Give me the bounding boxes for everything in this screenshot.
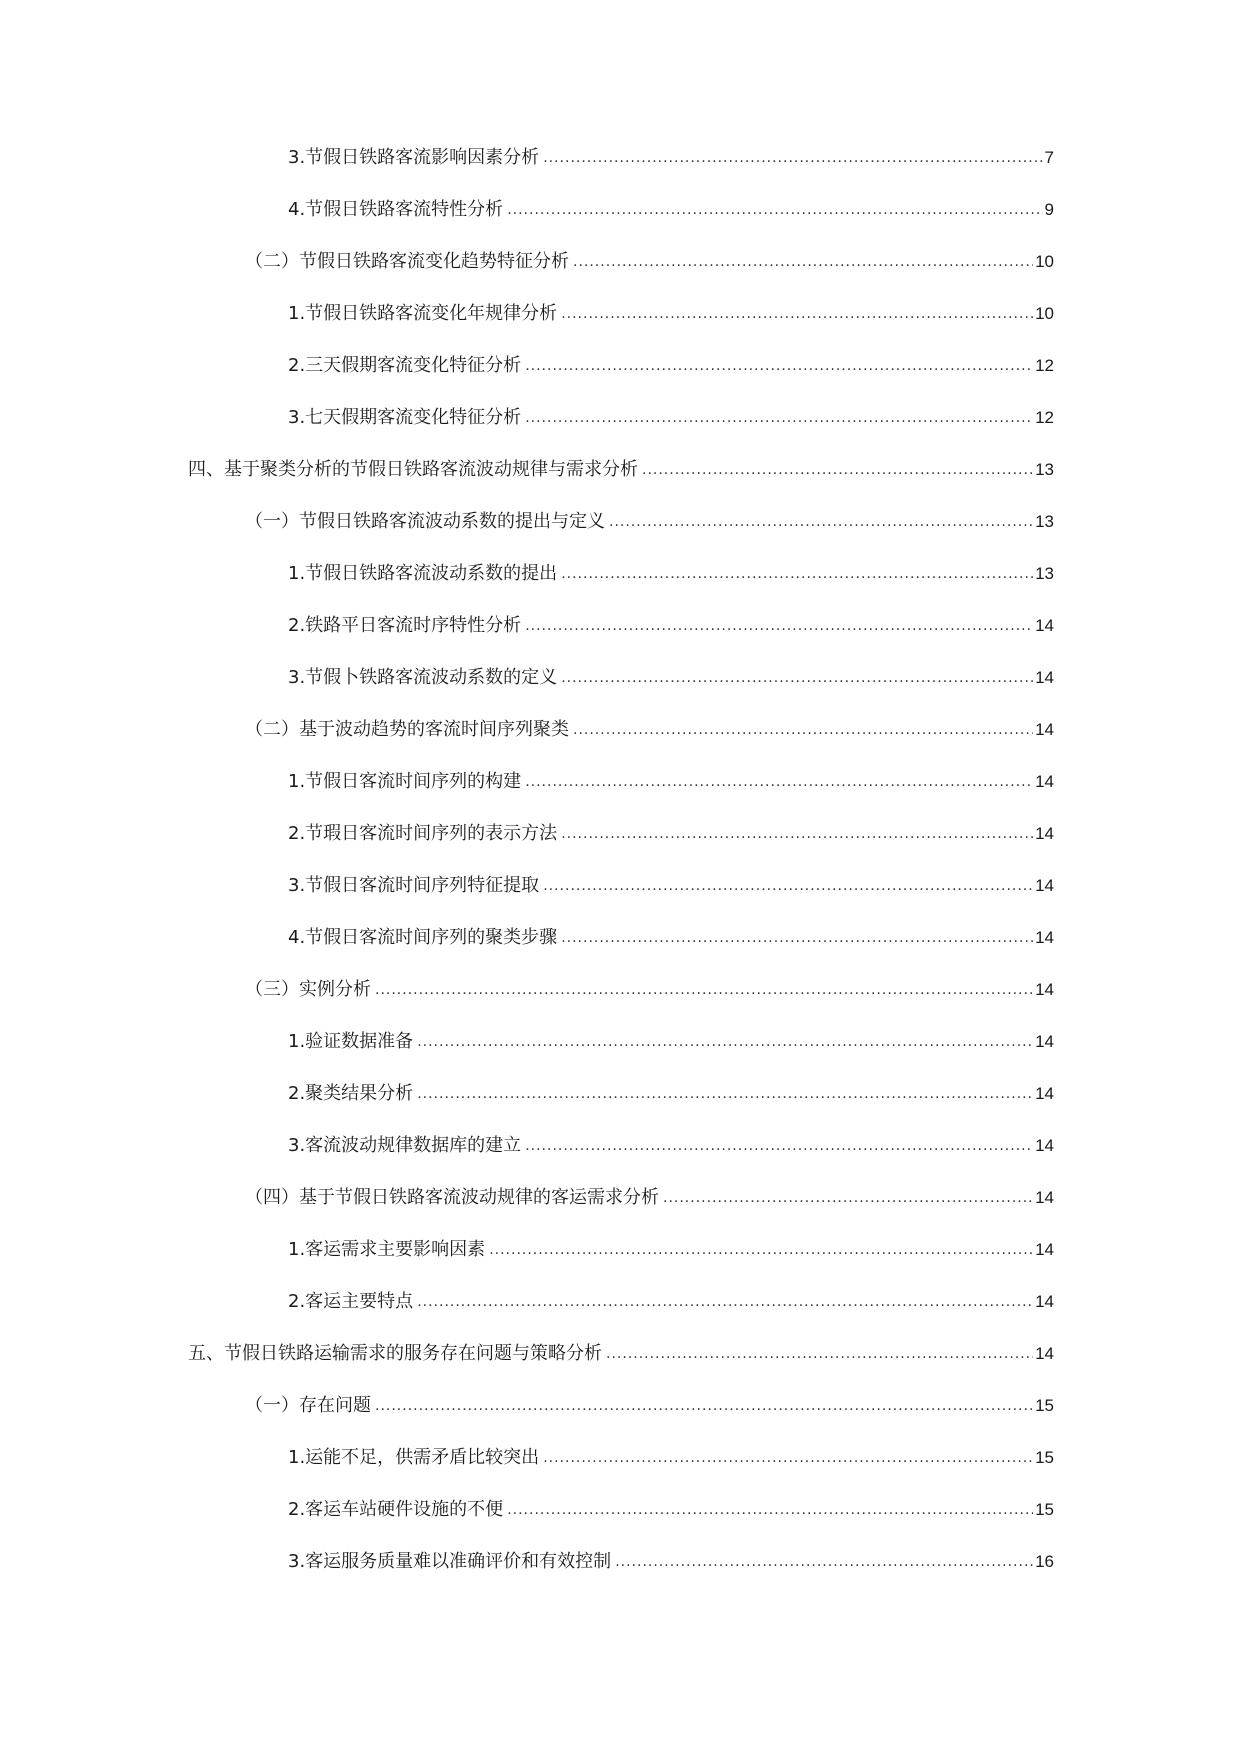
toc-entry[interactable] xyxy=(0,874,1241,926)
toc-dot-leader xyxy=(606,1342,1033,1366)
toc-entry-label: 2.铁路平日客流时序特性分析 xyxy=(288,614,525,638)
toc-entry[interactable] xyxy=(0,718,1241,770)
toc-entry-label: （二）基于波动趋势的客流时间序列聚类 xyxy=(245,718,573,742)
toc-dot-leader xyxy=(507,1498,1033,1522)
toc-entry-page-number: 14 xyxy=(1035,1136,1054,1155)
table-of-contents xyxy=(0,146,1241,1602)
toc-entry-page-number: 14 xyxy=(1035,1240,1054,1259)
toc-entry[interactable] xyxy=(0,510,1241,562)
toc-dot-leader xyxy=(417,1030,1033,1054)
toc-entry[interactable] xyxy=(0,1030,1241,1082)
toc-entry-page-number: 14 xyxy=(1035,928,1054,947)
toc-entry-label: 2.客运主要特点 xyxy=(288,1290,417,1314)
toc-entry[interactable] xyxy=(0,770,1241,822)
toc-entry[interactable] xyxy=(0,978,1241,1030)
toc-entry-page-number: 14 xyxy=(1035,1188,1054,1207)
toc-entry-label: （四）基于节假日铁路客流波动规律的客运需求分析 xyxy=(245,1186,663,1210)
toc-entry-label: 3.节假日铁路客流影响因素分析 xyxy=(288,146,543,170)
toc-entry[interactable] xyxy=(0,302,1241,354)
toc-entry-label: 2.节瑕日客流时间序列的表示方法 xyxy=(288,822,561,846)
toc-entry-page-number: 14 xyxy=(1035,1032,1054,1051)
toc-entry-page-number: 15 xyxy=(1035,1500,1054,1519)
toc-entry[interactable] xyxy=(0,1550,1241,1602)
toc-entry-label: 1.节假日铁路客流波动系数的提出 xyxy=(288,562,561,586)
toc-entry-page-number: 10 xyxy=(1035,252,1054,271)
toc-entry-label: （二）节假日铁路客流变化趋势特征分析 xyxy=(245,250,573,274)
toc-entry[interactable] xyxy=(0,1186,1241,1238)
toc-entry[interactable] xyxy=(0,1134,1241,1186)
toc-entry[interactable] xyxy=(0,1342,1241,1394)
toc-entry-page-number: 14 xyxy=(1035,772,1054,791)
toc-entry-label: 4.节假日客流时间序列的聚类步骤 xyxy=(288,926,561,950)
toc-entry[interactable] xyxy=(0,146,1241,198)
toc-entry[interactable] xyxy=(0,926,1241,978)
toc-entry-page-number: 12 xyxy=(1035,408,1054,427)
toc-entry-page-number: 14 xyxy=(1035,616,1054,635)
toc-entry[interactable] xyxy=(0,1498,1241,1550)
toc-dot-leader xyxy=(561,822,1033,846)
toc-entry-label: 四、基于聚类分析的节假日铁路客流波动规律与需求分析 xyxy=(188,458,642,482)
toc-entry-label: 3.客流波动规律数据库的建立 xyxy=(288,1134,525,1158)
toc-dot-leader xyxy=(561,666,1033,690)
toc-entry-page-number: 14 xyxy=(1035,1292,1054,1311)
toc-dot-leader xyxy=(525,614,1033,638)
toc-dot-leader xyxy=(375,1394,1033,1418)
toc-entry-label: 2.三天假期客流变化特征分析 xyxy=(288,354,525,378)
toc-dot-leader xyxy=(489,1238,1033,1262)
toc-dot-leader xyxy=(417,1290,1033,1314)
toc-entry-page-number: 15 xyxy=(1035,1448,1054,1467)
toc-entry-label: 2.聚类结果分析 xyxy=(288,1082,417,1106)
toc-entry-page-number: 13 xyxy=(1035,564,1054,583)
toc-entry-page-number: 9 xyxy=(1044,200,1054,219)
toc-entry[interactable] xyxy=(0,250,1241,302)
toc-dot-leader xyxy=(525,770,1033,794)
toc-dot-leader xyxy=(609,510,1033,534)
toc-entry[interactable] xyxy=(0,1238,1241,1290)
toc-entry[interactable] xyxy=(0,614,1241,666)
toc-entry-label: 1.运能不足，供需矛盾比较突出 xyxy=(288,1446,543,1470)
toc-entry-page-number: 14 xyxy=(1035,668,1054,687)
toc-entry-label: （一）节假日铁路客流波动系数的提出与定义 xyxy=(245,510,609,534)
toc-entry-label: 4.节假日铁路客流特性分析 xyxy=(288,198,507,222)
toc-dot-leader xyxy=(525,354,1033,378)
toc-entry-page-number: 14 xyxy=(1035,824,1054,843)
toc-entry-page-number: 13 xyxy=(1035,512,1054,531)
toc-entry[interactable] xyxy=(0,458,1241,510)
toc-entry-page-number: 14 xyxy=(1035,1084,1054,1103)
toc-entry-label: 五、节假日铁路运输需求的服务存在问题与策略分析 xyxy=(188,1342,606,1366)
toc-dot-leader xyxy=(573,250,1033,274)
toc-dot-leader xyxy=(561,926,1033,950)
toc-entry-page-number: 12 xyxy=(1035,356,1054,375)
toc-dot-leader xyxy=(417,1082,1033,1106)
toc-dot-leader xyxy=(561,562,1033,586)
toc-entry-page-number: 10 xyxy=(1035,304,1054,323)
toc-entry-label: 3.节假卜铁路客流波动系数的定义 xyxy=(288,666,561,690)
toc-dot-leader xyxy=(543,146,1042,170)
toc-entry-label: 1.节假日铁路客流变化年规律分析 xyxy=(288,302,561,326)
toc-entry[interactable] xyxy=(0,666,1241,718)
toc-dot-leader xyxy=(642,458,1033,482)
toc-dot-leader xyxy=(561,302,1033,326)
toc-entry-label: 1.客运需求主要影响因素 xyxy=(288,1238,489,1262)
toc-entry-label: （一）存在问题 xyxy=(245,1394,375,1418)
toc-entry-label: 2.客运车站硬件设施的不便 xyxy=(288,1498,507,1522)
toc-entry-label: 3.客运服务质量难以准确评价和有效控制 xyxy=(288,1550,615,1574)
toc-entry-label: （三）实例分析 xyxy=(245,978,375,1002)
toc-entry-page-number: 14 xyxy=(1035,980,1054,999)
toc-dot-leader xyxy=(573,718,1033,742)
toc-entry[interactable] xyxy=(0,354,1241,406)
toc-dot-leader xyxy=(375,978,1033,1002)
toc-entry-label: 3.节假日客流时间序列特征提取 xyxy=(288,874,543,898)
toc-dot-leader xyxy=(525,1134,1033,1158)
toc-entry-page-number: 14 xyxy=(1035,876,1054,895)
toc-dot-leader xyxy=(615,1550,1033,1574)
toc-entry-page-number: 15 xyxy=(1035,1396,1054,1415)
toc-entry-page-number: 7 xyxy=(1044,148,1054,167)
toc-entry-page-number: 14 xyxy=(1035,1344,1054,1363)
toc-entry[interactable] xyxy=(0,1394,1241,1446)
toc-dot-leader xyxy=(663,1186,1033,1210)
toc-entry[interactable] xyxy=(0,1446,1241,1498)
toc-dot-leader xyxy=(543,874,1033,898)
toc-entry-page-number: 14 xyxy=(1035,720,1054,739)
toc-entry[interactable] xyxy=(0,198,1241,250)
toc-entry[interactable] xyxy=(0,1290,1241,1342)
toc-dot-leader xyxy=(507,198,1042,222)
toc-entry[interactable] xyxy=(0,562,1241,614)
toc-entry[interactable] xyxy=(0,406,1241,458)
toc-entry-label: 3.七天假期客流变化特征分析 xyxy=(288,406,525,430)
toc-dot-leader xyxy=(525,406,1033,430)
toc-entry[interactable] xyxy=(0,1082,1241,1134)
toc-dot-leader xyxy=(543,1446,1033,1470)
toc-entry-page-number: 13 xyxy=(1035,460,1054,479)
toc-entry-page-number: 16 xyxy=(1035,1552,1054,1571)
toc-entry-label: 1.节假日客流时间序列的构建 xyxy=(288,770,525,794)
toc-entry-label: 1.验证数据准备 xyxy=(288,1030,417,1054)
toc-entry[interactable] xyxy=(0,822,1241,874)
